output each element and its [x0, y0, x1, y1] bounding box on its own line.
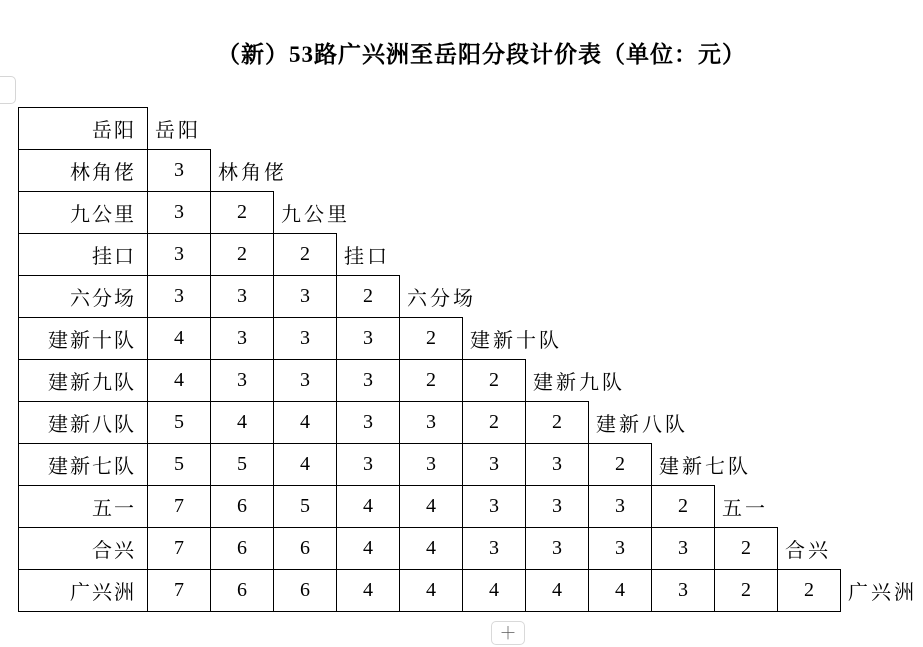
fare-cell: 4 — [336, 569, 400, 612]
row-label-cell: 六分场 — [18, 275, 148, 318]
fare-cell: 2 — [714, 569, 778, 612]
table-row — [18, 317, 917, 360]
table-drag-handle[interactable] — [0, 76, 16, 104]
row-label-cell: 广兴洲 — [18, 569, 148, 612]
diagonal-station-label: 岳阳 — [155, 120, 201, 142]
fare-cell: 3 — [588, 485, 652, 528]
fare-cell: 3 — [525, 527, 589, 570]
row-label-cell: 建新七队 — [18, 443, 148, 486]
fare-cell: 4 — [462, 569, 526, 612]
fare-cell: 3 — [210, 275, 274, 318]
fare-cell: 2 — [462, 359, 526, 402]
fare-cell: 3 — [588, 527, 652, 570]
row-label-cell: 九公里 — [18, 191, 148, 234]
diagonal-station-label: 五一 — [722, 498, 768, 520]
diagonal-station-label: 挂口 — [344, 246, 390, 268]
fare-cell: 3 — [525, 485, 589, 528]
fare-cell: 3 — [336, 401, 400, 444]
fare-cell: 4 — [399, 527, 463, 570]
fare-cell: 3 — [462, 527, 526, 570]
fare-cell: 2 — [210, 233, 274, 276]
diagonal-station-label: 六分场 — [407, 288, 476, 310]
fare-cell: 6 — [273, 527, 337, 570]
fare-cell: 5 — [273, 485, 337, 528]
fare-cell: 3 — [651, 527, 715, 570]
diagonal-station-label: 建新八队 — [596, 414, 688, 436]
diagonal-station-label: 林角佬 — [218, 162, 287, 184]
fare-cell: 3 — [147, 191, 211, 234]
fare-cell: 6 — [210, 569, 274, 612]
fare-cell: 3 — [147, 149, 211, 192]
fare-cell: 3 — [462, 485, 526, 528]
plus-icon: ＋ — [499, 623, 517, 643]
row-label-cell: 五一 — [18, 485, 148, 528]
fare-cell: 4 — [210, 401, 274, 444]
fare-cell: 3 — [147, 233, 211, 276]
fare-cell: 3 — [336, 359, 400, 402]
fare-cell: 7 — [147, 527, 211, 570]
fare-cell: 4 — [525, 569, 589, 612]
fare-cell: 2 — [714, 527, 778, 570]
fare-cell: 4 — [399, 485, 463, 528]
table-row — [18, 527, 917, 570]
row-label-cell: 建新十队 — [18, 317, 148, 360]
table-row — [18, 275, 917, 318]
row-label-cell: 挂口 — [18, 233, 148, 276]
fare-cell: 2 — [399, 359, 463, 402]
fare-cell: 3 — [273, 275, 337, 318]
diagonal-station-label: 建新十队 — [470, 330, 562, 352]
fare-cell: 4 — [336, 485, 400, 528]
fare-cell: 4 — [336, 527, 400, 570]
fare-cell: 3 — [273, 317, 337, 360]
fare-cell: 3 — [273, 359, 337, 402]
table-row — [18, 359, 917, 402]
fare-cell: 2 — [525, 401, 589, 444]
fare-cell: 2 — [588, 443, 652, 486]
fare-cell: 6 — [210, 485, 274, 528]
diagonal-station-label: 广兴洲 — [848, 582, 917, 604]
fare-cell: 2 — [273, 233, 337, 276]
fare-cell: 3 — [651, 569, 715, 612]
table-row — [18, 107, 917, 150]
page-title: （新）53路广兴洲至岳阳分段计价表（单位：元） — [217, 42, 746, 67]
row-label-cell: 合兴 — [18, 527, 148, 570]
diagonal-station-label: 建新七队 — [659, 456, 751, 478]
fare-cell: 7 — [147, 485, 211, 528]
row-label-cell: 林角佬 — [18, 149, 148, 192]
fare-cell: 4 — [399, 569, 463, 612]
fare-cell: 4 — [147, 359, 211, 402]
table-row — [18, 401, 917, 444]
fare-table — [18, 107, 917, 612]
fare-cell: 5 — [147, 443, 211, 486]
fare-cell: 5 — [210, 443, 274, 486]
fare-cell: 2 — [210, 191, 274, 234]
fare-cell: 4 — [588, 569, 652, 612]
table-row — [18, 485, 917, 528]
fare-cell: 3 — [462, 443, 526, 486]
diagonal-station-label: 建新九队 — [533, 372, 625, 394]
row-label-cell: 建新八队 — [18, 401, 148, 444]
fare-cell: 3 — [525, 443, 589, 486]
diagonal-station-label: 九公里 — [281, 204, 350, 226]
table-row — [18, 233, 917, 276]
table-row — [18, 149, 917, 192]
fare-cell: 2 — [336, 275, 400, 318]
fare-cell: 3 — [399, 443, 463, 486]
fare-cell: 7 — [147, 569, 211, 612]
fare-cell: 4 — [147, 317, 211, 360]
fare-cell: 3 — [210, 317, 274, 360]
add-block-button[interactable] — [491, 621, 525, 645]
table-row — [18, 191, 917, 234]
fare-cell: 3 — [336, 443, 400, 486]
fare-cell: 4 — [273, 401, 337, 444]
fare-cell: 3 — [336, 317, 400, 360]
row-label-cell: 建新九队 — [18, 359, 148, 402]
table-row — [18, 443, 917, 486]
fare-cell: 2 — [651, 485, 715, 528]
fare-cell: 2 — [399, 317, 463, 360]
fare-cell: 3 — [210, 359, 274, 402]
table-row — [18, 569, 917, 612]
diagonal-station-label: 合兴 — [785, 540, 831, 562]
fare-cell: 6 — [210, 527, 274, 570]
fare-cell: 3 — [147, 275, 211, 318]
fare-cell: 5 — [147, 401, 211, 444]
fare-cell: 3 — [399, 401, 463, 444]
fare-cell: 6 — [273, 569, 337, 612]
fare-cell: 2 — [777, 569, 841, 612]
fare-cell: 4 — [273, 443, 337, 486]
row-label-cell: 岳阳 — [18, 107, 148, 150]
fare-cell: 2 — [462, 401, 526, 444]
